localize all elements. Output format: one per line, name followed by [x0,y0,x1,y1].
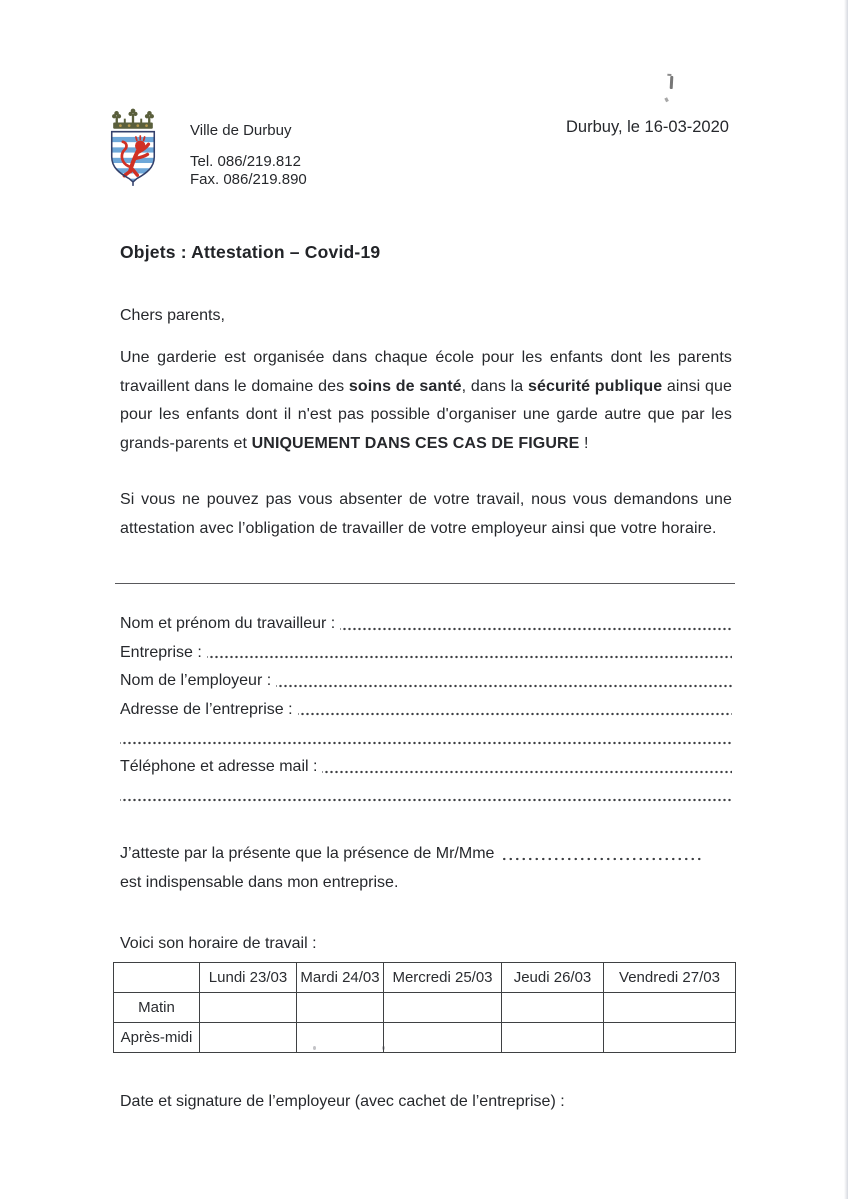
form-block [120,610,732,810]
scan-edge-shadow [844,0,848,1199]
form-line-continuation [120,724,732,753]
letter-body [120,242,732,1111]
schedule-col-vendredi: Vendredi 27/03 [604,963,736,993]
schedule-col-mardi: Mardi 24/03 [297,963,384,993]
dotted-line [276,667,732,696]
bold-soins-de-sante: soins de santé [348,377,462,395]
form-line-phone-mail [120,753,732,782]
paragraph-1-text: ainsi que pour les enfants dont il n'est pas possible d'organiser une garde autre que par les grands-parents et [120,377,732,452]
form-line-employer-name [120,667,732,696]
form-line-worker-name [120,610,732,639]
paragraph-1-text: ! [579,434,589,452]
attestation-line-2: est indispensable dans mon entreprise. [120,873,399,891]
paragraph-2: Si vous ne pouvez pas vous absenter de votre travail, nous vous demandons une attestation avec l’obligation de travailler de votre employeur ainsi que votre horaire. [120,491,732,537]
paragraph-1 [120,344,732,458]
subject-line: Objets : Attestation – Covid-19 [120,242,381,262]
organization-name: Ville de Durbuy [190,122,292,139]
attestation-text: J’atteste par la présente que la présence de Mr/Mme [120,845,495,863]
field-label: Adresse de l’entreprise : [120,700,293,718]
crown-trefoils [112,109,154,123]
schedule-cell [384,993,502,1023]
paragraph-1-text: Une garderie est organisée dans chaque école pour les enfants dont les parents travaillent dans le domaine des [120,349,732,395]
durbuy-coat-of-arms-logo [104,106,162,198]
attestation-line-1 [120,840,732,869]
schedule-row-matin [114,993,736,1023]
field-label: Téléphone et adresse mail : [120,757,318,775]
schedule-cell [384,1023,502,1053]
schedule-cell [604,1023,736,1053]
schedule-cell [200,1023,297,1053]
schedule-cell [502,1023,604,1053]
dotted-line [340,610,732,639]
schedule-table [113,962,736,1053]
schedule-intro: Voici son horaire de travail : [120,935,317,953]
dotted-line [120,782,732,811]
form-line-company-address [120,696,732,725]
sender-block [190,122,307,189]
section-divider [115,583,735,584]
dotted-line [120,724,732,753]
dotted-line [499,840,704,869]
form-line-company [120,639,732,668]
field-label: Nom et prénom du travailleur : [120,615,336,632]
signature-line: Date et signature de l’employeur (avec cachet de l’entreprise) : [120,1093,565,1111]
schedule-cell [297,993,384,1023]
schedule-header-row [114,963,736,993]
salutation: Chers parents, [120,307,225,324]
phone-line: Tel. 086/219.812 [190,153,301,170]
letter-date: Durbuy, le 16-03-2020 [566,118,729,136]
fax-line: Fax. 086/219.890 [190,171,307,188]
row-label-matin: Matin [114,993,200,1023]
schedule-corner-cell [114,963,200,993]
lion-head [135,140,145,150]
paragraph-1-text: , dans la [461,377,528,395]
bold-uniquement: UNIQUEMENT DANS CES CAS DE FIGURE [251,434,580,452]
attestation-block [120,840,732,897]
dotted-line [298,696,732,725]
scan-artifact [670,76,674,89]
schedule-cell [604,993,736,1023]
schedule-row-apres-midi [114,1023,736,1053]
schedule-cell [200,993,297,1023]
schedule-col-lundi: Lundi 23/03 [200,963,297,993]
dotted-line [207,639,732,668]
schedule-cell [297,1023,384,1053]
field-label: Nom de l’employeur : [120,672,272,690]
row-label-apres-midi: Après-midi [114,1023,200,1053]
bold-securite-publique: sécurité publique [527,377,663,395]
schedule-col-mercredi: Mercredi 25/03 [384,963,502,993]
field-label: Entreprise : [120,643,202,661]
dotted-line [322,753,732,782]
schedule-col-jeudi: Jeudi 26/03 [502,963,604,993]
schedule-cell [502,993,604,1023]
form-line-continuation [120,782,732,811]
